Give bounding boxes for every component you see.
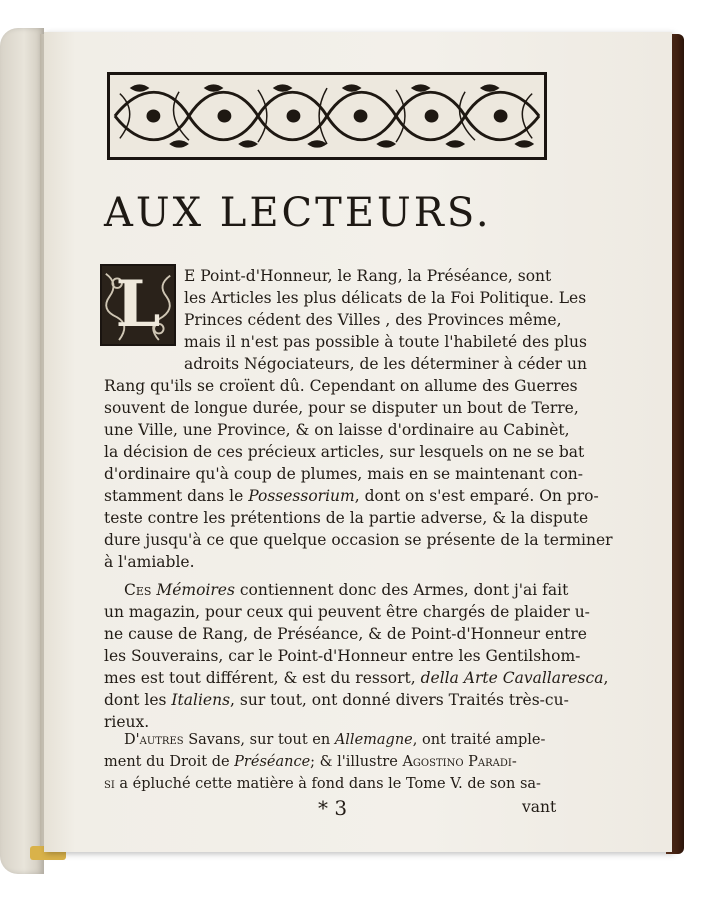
small-caps-word: Ces [124, 581, 152, 599]
catchword: vant [522, 798, 557, 816]
text-line: une Ville, une Province, & on laisse d'ordinaire au Cabinèt, [104, 421, 570, 439]
text-line: teste contre les prétentions de la partie adverse, & la dispute [104, 509, 589, 527]
italic-term: Possessorium [248, 487, 355, 505]
text-run: , sur tout, ont donné divers Traités très-cu- [230, 691, 569, 709]
text-line: mais il n'est pas possible à toute l'habileté des plus [184, 333, 587, 351]
ornamental-headpiece [107, 72, 547, 160]
decorated-initial [100, 264, 176, 346]
drop-cap-letter: L [115, 267, 161, 342]
page-title: AUX LECTEURS. [104, 190, 492, 236]
text-run: a épluché cette matière à fond dans le Tome V. de son sa- [114, 776, 541, 792]
text-line [124, 730, 545, 750]
small-caps-word: D'autres [124, 732, 184, 748]
text-line: ne cause de Rang, de Préséance, & de Point-d'Honneur entre [104, 625, 587, 643]
italic-term: Italiens [171, 691, 231, 709]
text-run: , ont traité ample- [412, 732, 546, 748]
text-line: les Articles les plus délicats de la Foi Politique. Les [184, 289, 587, 307]
left-page-edge [0, 28, 44, 874]
text-line [104, 690, 569, 710]
text-line: rieux. [104, 713, 150, 731]
text-line: un magazin, pour ceux qui peuvent être chargés de plaider u- [104, 603, 590, 621]
text-line: souvent de longue durée, pour se disputer un bout de Terre, [104, 399, 579, 417]
text-line: E Point-d'Honneur, le Rang, la Préséance, sont [184, 267, 552, 285]
text-line: dure jusqu'à ce que quelque occasion se présente de la terminer [104, 531, 613, 549]
text-run: contiennent donc des Armes, dont j'ai fait [234, 581, 569, 599]
text-run: mes est tout différent, & est du ressort, [104, 669, 421, 687]
floral-ornament-icon [110, 75, 544, 157]
text-line: les Souverains, car le Point-d'Honneur entre les Gentilshom- [104, 647, 581, 665]
text-line [104, 668, 608, 688]
signature-mark: * 3 [318, 796, 348, 820]
text-run: ; & l'illustre [310, 754, 403, 770]
text-run: Savans, sur tout en [183, 732, 335, 748]
text-run: , [603, 669, 609, 687]
italic-term: Mémoires [151, 581, 235, 599]
small-caps-name: si [104, 776, 115, 792]
text-run: ment du Droit de [104, 754, 235, 770]
text-run: stamment dans le [104, 487, 249, 505]
text-line: la décision de ces précieux articles, sur lesquels on ne se bat [104, 443, 585, 461]
italic-term: Préséance [234, 754, 311, 770]
text-line: d'ordinaire qu'à coup de plumes, mais en se maintenant con- [104, 465, 584, 483]
text-line: adroits Négociateurs, de les déterminer à céder un [184, 355, 587, 373]
italic-term: Allemagne [334, 732, 413, 748]
text-line [124, 580, 568, 600]
text-line: Rang qu'ils se croïent dû. Cependant on allume des Guerres [104, 377, 578, 395]
text-line [104, 752, 517, 772]
text-line: Princes cédent des Villes , des Provinces même, [184, 311, 562, 329]
text-line: à l'amiable. [104, 553, 195, 571]
text-line [104, 774, 541, 794]
text-run: dont les [104, 691, 172, 709]
text-run: , dont on s'est emparé. On pro- [354, 487, 599, 505]
italic-term: della Arte Cavallaresca [420, 669, 604, 687]
text-line [104, 486, 599, 506]
small-caps-name: Agostino Paradi- [402, 754, 517, 770]
